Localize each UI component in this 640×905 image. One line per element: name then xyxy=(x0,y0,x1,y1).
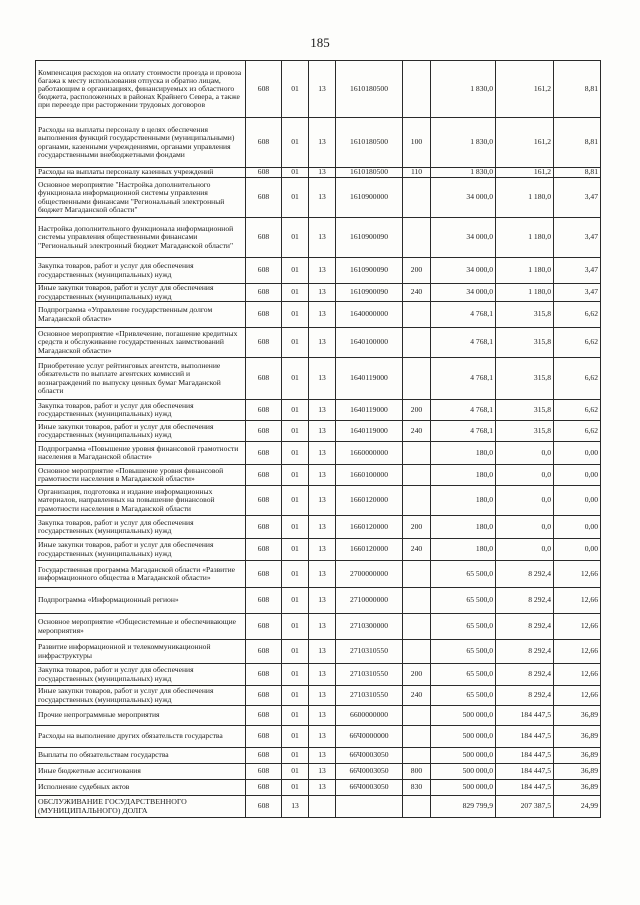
cell-pr: 13 xyxy=(309,178,336,218)
cell-name: Расходы на выполнение других обязательств государства xyxy=(36,726,246,748)
cell-csr: 66Ч0003050 xyxy=(336,764,403,780)
cell-pct: 3,47 xyxy=(554,218,601,258)
budget-table xyxy=(35,60,601,818)
cell-pct: 6,62 xyxy=(554,302,601,328)
cell-fact: 1 180,0 xyxy=(496,178,554,218)
cell-fact: 315,8 xyxy=(496,328,554,358)
cell-pr: 13 xyxy=(309,328,336,358)
cell-ved: 608 xyxy=(246,780,282,796)
cell-csr: 66Ч0003050 xyxy=(336,780,403,796)
cell-rz: 01 xyxy=(282,328,309,358)
cell-ved: 608 xyxy=(246,442,282,465)
cell-name: Подпрограмма «Управление государственным долгом Магаданской области» xyxy=(36,302,246,328)
cell-pr: 13 xyxy=(309,61,336,118)
cell-pr: 13 xyxy=(309,764,336,780)
cell-vr xyxy=(403,614,431,640)
cell-vr xyxy=(403,465,431,486)
table-row xyxy=(36,486,601,516)
cell-name: Расходы на выплаты персоналу в целях обеспечения выполнения функций государственными (муниципальными) органами, казенными учреждениями, органами управления государственными внебюджетными фондами xyxy=(36,118,246,168)
cell-pr: 13 xyxy=(309,168,336,178)
table-row xyxy=(36,706,601,726)
cell-csr: 2710310550 xyxy=(336,664,403,686)
cell-csr: 1610900090 xyxy=(336,284,403,302)
cell-pct: 8,81 xyxy=(554,118,601,168)
cell-rz: 01 xyxy=(282,780,309,796)
cell-name: Выплаты по обязательствам государства xyxy=(36,748,246,764)
cell-vr xyxy=(403,178,431,218)
cell-rz: 01 xyxy=(282,465,309,486)
cell-plan: 180,0 xyxy=(431,442,496,465)
cell-plan: 34 000,0 xyxy=(431,258,496,284)
cell-ved: 608 xyxy=(246,516,282,539)
cell-ved: 608 xyxy=(246,421,282,442)
cell-csr: 2710300000 xyxy=(336,614,403,640)
table-row xyxy=(36,465,601,486)
cell-plan: 180,0 xyxy=(431,516,496,539)
table-row xyxy=(36,561,601,588)
table-row xyxy=(36,284,601,302)
table-row xyxy=(36,796,601,818)
cell-fact: 8 292,4 xyxy=(496,614,554,640)
cell-ved: 608 xyxy=(246,796,282,818)
cell-csr: 1610900090 xyxy=(336,218,403,258)
table-row xyxy=(36,516,601,539)
table-row xyxy=(36,614,601,640)
cell-vr: 200 xyxy=(403,664,431,686)
cell-ved: 608 xyxy=(246,614,282,640)
cell-plan: 4 768,1 xyxy=(431,358,496,400)
cell-csr: 1640119000 xyxy=(336,400,403,421)
cell-ved: 608 xyxy=(246,465,282,486)
cell-pct: 3,47 xyxy=(554,258,601,284)
cell-name: Настройка дополнительного функционала информационной системы управления общественными финансами "Региональный электронный бюджет Магаданской области" xyxy=(36,218,246,258)
cell-vr xyxy=(403,796,431,818)
cell-csr: 1640100000 xyxy=(336,328,403,358)
cell-pct: 8,81 xyxy=(554,168,601,178)
cell-rz: 01 xyxy=(282,726,309,748)
cell-pct: 0,00 xyxy=(554,442,601,465)
cell-vr: 200 xyxy=(403,400,431,421)
cell-ved: 608 xyxy=(246,486,282,516)
cell-pr: 13 xyxy=(309,218,336,258)
cell-ved: 608 xyxy=(246,764,282,780)
cell-vr: 240 xyxy=(403,539,431,561)
table-row xyxy=(36,328,601,358)
cell-ved: 608 xyxy=(246,561,282,588)
cell-ved: 608 xyxy=(246,258,282,284)
cell-ved: 608 xyxy=(246,61,282,118)
table-row xyxy=(36,421,601,442)
cell-rz: 01 xyxy=(282,664,309,686)
table-body xyxy=(36,61,601,818)
cell-vr xyxy=(403,442,431,465)
cell-plan: 4 768,1 xyxy=(431,328,496,358)
cell-rz: 01 xyxy=(282,442,309,465)
table-row xyxy=(36,764,601,780)
cell-pr: 13 xyxy=(309,664,336,686)
cell-fact: 184 447,5 xyxy=(496,780,554,796)
cell-pr: 13 xyxy=(309,726,336,748)
cell-rz: 01 xyxy=(282,358,309,400)
cell-pr: 13 xyxy=(309,118,336,168)
cell-pr: 13 xyxy=(309,516,336,539)
cell-fact: 8 292,4 xyxy=(496,561,554,588)
cell-vr: 800 xyxy=(403,764,431,780)
cell-ved: 608 xyxy=(246,358,282,400)
table-row xyxy=(36,748,601,764)
cell-rz: 01 xyxy=(282,561,309,588)
cell-name: Закупка товаров, работ и услуг для обеспечения государственных (муниципальных) нужд xyxy=(36,516,246,539)
table-row xyxy=(36,61,601,118)
cell-plan: 180,0 xyxy=(431,465,496,486)
cell-pr: 13 xyxy=(309,561,336,588)
cell-name: Основное мероприятие "Настройка дополнительного функционала информационной системы управления общественными финансами "Региональный электронный бюджет Магаданской области" xyxy=(36,178,246,218)
cell-pct: 3,47 xyxy=(554,178,601,218)
cell-csr: 1610180500 xyxy=(336,61,403,118)
cell-ved: 608 xyxy=(246,328,282,358)
cell-rz: 01 xyxy=(282,284,309,302)
cell-fact: 184 447,5 xyxy=(496,764,554,780)
cell-pct: 0,00 xyxy=(554,539,601,561)
cell-plan: 65 500,0 xyxy=(431,614,496,640)
cell-fact: 184 447,5 xyxy=(496,706,554,726)
cell-plan: 4 768,1 xyxy=(431,400,496,421)
cell-vr xyxy=(403,561,431,588)
cell-name: Иные закупки товаров, работ и услуг для обеспечения государственных (муниципальных) нужд xyxy=(36,421,246,442)
cell-fact: 161,2 xyxy=(496,168,554,178)
cell-fact: 315,8 xyxy=(496,400,554,421)
cell-pr: 13 xyxy=(309,302,336,328)
cell-fact: 161,2 xyxy=(496,118,554,168)
page-number: 185 xyxy=(310,35,330,50)
cell-name: Развитие информационной и телекоммуникационной инфраструктуры xyxy=(36,640,246,664)
cell-vr xyxy=(403,358,431,400)
cell-fact: 0,0 xyxy=(496,486,554,516)
cell-ved: 608 xyxy=(246,664,282,686)
cell-pct: 12,66 xyxy=(554,561,601,588)
cell-rz: 13 xyxy=(282,796,309,818)
cell-vr: 830 xyxy=(403,780,431,796)
cell-fact: 1 180,0 xyxy=(496,218,554,258)
cell-csr: 1640119000 xyxy=(336,421,403,442)
cell-rz: 01 xyxy=(282,218,309,258)
cell-name: Иные бюджетные ассигнования xyxy=(36,764,246,780)
cell-csr xyxy=(336,796,403,818)
cell-fact: 1 180,0 xyxy=(496,258,554,284)
cell-pct: 36,89 xyxy=(554,706,601,726)
cell-pr: 13 xyxy=(309,706,336,726)
cell-rz: 01 xyxy=(282,302,309,328)
cell-fact: 0,0 xyxy=(496,442,554,465)
cell-pct: 12,66 xyxy=(554,664,601,686)
table-row xyxy=(36,686,601,706)
cell-rz: 01 xyxy=(282,539,309,561)
cell-name: Прочие непрограммные мероприятия xyxy=(36,706,246,726)
cell-vr: 110 xyxy=(403,168,431,178)
cell-fact: 0,0 xyxy=(496,465,554,486)
cell-vr xyxy=(403,328,431,358)
cell-pr: 13 xyxy=(309,442,336,465)
cell-rz: 01 xyxy=(282,686,309,706)
cell-plan: 500 000,0 xyxy=(431,748,496,764)
cell-csr: 2700000000 xyxy=(336,561,403,588)
table-row xyxy=(36,442,601,465)
cell-pct: 12,66 xyxy=(554,588,601,614)
cell-rz: 01 xyxy=(282,118,309,168)
cell-name: Государственная программа Магаданской области «Развитие информационного общества в Магаданской области» xyxy=(36,561,246,588)
cell-rz: 01 xyxy=(282,614,309,640)
cell-pct: 0,00 xyxy=(554,516,601,539)
cell-pr: 13 xyxy=(309,258,336,284)
cell-pr: 13 xyxy=(309,748,336,764)
cell-csr: 2710000000 xyxy=(336,588,403,614)
cell-vr xyxy=(403,302,431,328)
cell-ved: 608 xyxy=(246,588,282,614)
table-row xyxy=(36,664,601,686)
cell-pct: 6,62 xyxy=(554,328,601,358)
cell-plan: 65 500,0 xyxy=(431,686,496,706)
cell-plan: 1 830,0 xyxy=(431,61,496,118)
table-row xyxy=(36,539,601,561)
cell-vr xyxy=(403,218,431,258)
cell-csr: 1640000000 xyxy=(336,302,403,328)
cell-name: Исполнение судебных актов xyxy=(36,780,246,796)
cell-pr: 13 xyxy=(309,539,336,561)
table-row xyxy=(36,588,601,614)
cell-vr: 200 xyxy=(403,516,431,539)
cell-plan: 180,0 xyxy=(431,539,496,561)
cell-plan: 65 500,0 xyxy=(431,561,496,588)
cell-name: Иные закупки товаров, работ и услуг для обеспечения государственных (муниципальных) нужд xyxy=(36,686,246,706)
cell-pr: 13 xyxy=(309,358,336,400)
cell-name: Основное мероприятие «Повышение уровня финансовой грамотности населения в Магаданской области» xyxy=(36,465,246,486)
cell-name: Основное мероприятие «Привлечение, погашение кредитных средств и обслуживание государственных заимствований Магаданской области» xyxy=(36,328,246,358)
cell-csr: 1610900090 xyxy=(336,258,403,284)
table-row xyxy=(36,118,601,168)
cell-csr: 1660100000 xyxy=(336,465,403,486)
cell-pct: 36,89 xyxy=(554,780,601,796)
cell-plan: 1 830,0 xyxy=(431,118,496,168)
cell-csr: 1640119000 xyxy=(336,358,403,400)
cell-rz: 01 xyxy=(282,764,309,780)
table-row xyxy=(36,258,601,284)
cell-pr: 13 xyxy=(309,686,336,706)
cell-pct: 12,66 xyxy=(554,640,601,664)
cell-pr: 13 xyxy=(309,400,336,421)
table-row xyxy=(36,780,601,796)
cell-ved: 608 xyxy=(246,400,282,421)
cell-plan: 500 000,0 xyxy=(431,726,496,748)
cell-pct: 0,00 xyxy=(554,486,601,516)
cell-plan: 1 830,0 xyxy=(431,168,496,178)
cell-csr: 66Ч0003050 xyxy=(336,748,403,764)
cell-ved: 608 xyxy=(246,284,282,302)
cell-csr: 1660120000 xyxy=(336,539,403,561)
cell-fact: 8 292,4 xyxy=(496,686,554,706)
cell-fact: 161,2 xyxy=(496,61,554,118)
cell-pct: 6,62 xyxy=(554,421,601,442)
cell-pct: 36,89 xyxy=(554,726,601,748)
cell-vr xyxy=(403,748,431,764)
cell-rz: 01 xyxy=(282,640,309,664)
table-row xyxy=(36,168,601,178)
cell-fact: 184 447,5 xyxy=(496,748,554,764)
cell-ved: 608 xyxy=(246,302,282,328)
cell-plan: 829 799,9 xyxy=(431,796,496,818)
cell-pct: 12,66 xyxy=(554,614,601,640)
table-row xyxy=(36,400,601,421)
cell-vr xyxy=(403,486,431,516)
table-row xyxy=(36,218,601,258)
cell-name: Иные закупки товаров, работ и услуг для обеспечения государственных (муниципальных) нужд xyxy=(36,539,246,561)
cell-vr: 240 xyxy=(403,421,431,442)
cell-pr: 13 xyxy=(309,588,336,614)
cell-plan: 65 500,0 xyxy=(431,588,496,614)
cell-fact: 0,0 xyxy=(496,516,554,539)
table-row xyxy=(36,640,601,664)
cell-vr xyxy=(403,706,431,726)
cell-fact: 8 292,4 xyxy=(496,588,554,614)
cell-plan: 65 500,0 xyxy=(431,640,496,664)
cell-fact: 0,0 xyxy=(496,539,554,561)
cell-pct: 6,62 xyxy=(554,400,601,421)
cell-vr xyxy=(403,588,431,614)
cell-pct: 12,66 xyxy=(554,686,601,706)
cell-pct: 36,89 xyxy=(554,748,601,764)
cell-name: Закупка товаров, работ и услуг для обеспечения государственных (муниципальных) нужд xyxy=(36,664,246,686)
cell-ved: 608 xyxy=(246,706,282,726)
cell-ved: 608 xyxy=(246,178,282,218)
cell-pct: 24,99 xyxy=(554,796,601,818)
cell-csr: 1610900000 xyxy=(336,178,403,218)
cell-plan: 500 000,0 xyxy=(431,764,496,780)
cell-name: ОБСЛУЖИВАНИЕ ГОСУДАРСТВЕННОГО (МУНИЦИПАЛЬНОГО) ДОЛГА xyxy=(36,796,246,818)
table-row xyxy=(36,358,601,400)
cell-ved: 608 xyxy=(246,539,282,561)
cell-rz: 01 xyxy=(282,706,309,726)
cell-rz: 01 xyxy=(282,588,309,614)
cell-ved: 608 xyxy=(246,218,282,258)
cell-vr xyxy=(403,726,431,748)
cell-rz: 01 xyxy=(282,61,309,118)
cell-rz: 01 xyxy=(282,516,309,539)
cell-ved: 608 xyxy=(246,118,282,168)
cell-ved: 608 xyxy=(246,748,282,764)
cell-rz: 01 xyxy=(282,178,309,218)
cell-name: Подпрограмма «Повышение уровня финансовой грамотности населения в Магаданской области» xyxy=(36,442,246,465)
cell-plan: 180,0 xyxy=(431,486,496,516)
cell-pr: 13 xyxy=(309,614,336,640)
cell-fact: 184 447,5 xyxy=(496,726,554,748)
cell-name: Иные закупки товаров, работ и услуг для обеспечения государственных (муниципальных) нужд xyxy=(36,284,246,302)
cell-csr: 1660120000 xyxy=(336,486,403,516)
cell-plan: 34 000,0 xyxy=(431,218,496,258)
cell-name: Закупка товаров, работ и услуг для обеспечения государственных (муниципальных) нужд xyxy=(36,258,246,284)
cell-rz: 01 xyxy=(282,168,309,178)
cell-pr: 13 xyxy=(309,421,336,442)
cell-name: Приобретение услуг рейтинговых агентств, выполнение обязательств по выплате агентских комиссий и вознаграждений по выпуску ценных бумаг Магаданской области xyxy=(36,358,246,400)
cell-name: Компенсация расходов на оплату стоимости проезда и провоза багажа к месту использования отпуска и обратно лицам, работающим в организациях, финансируемых из областного бюджета, расположенных в районах Крайнего Севера, а также при переезде при расторжении трудовых договоров xyxy=(36,61,246,118)
cell-pct: 8,81 xyxy=(554,61,601,118)
cell-vr: 240 xyxy=(403,284,431,302)
cell-rz: 01 xyxy=(282,421,309,442)
cell-ved: 608 xyxy=(246,686,282,706)
cell-name: Основное мероприятие «Общесистемные и обеспечивающие мероприятия» xyxy=(36,614,246,640)
cell-plan: 34 000,0 xyxy=(431,284,496,302)
cell-csr: 66Ч0000000 xyxy=(336,726,403,748)
cell-fact: 315,8 xyxy=(496,302,554,328)
cell-pr xyxy=(309,796,336,818)
cell-ved: 608 xyxy=(246,640,282,664)
cell-ved: 608 xyxy=(246,168,282,178)
cell-vr: 100 xyxy=(403,118,431,168)
cell-pct: 6,62 xyxy=(554,358,601,400)
cell-vr xyxy=(403,61,431,118)
cell-pct: 3,47 xyxy=(554,284,601,302)
cell-rz: 01 xyxy=(282,400,309,421)
cell-fact: 8 292,4 xyxy=(496,664,554,686)
cell-plan: 500 000,0 xyxy=(431,780,496,796)
cell-name: Закупка товаров, работ и услуг для обеспечения государственных (муниципальных) нужд xyxy=(36,400,246,421)
cell-name: Подпрограмма «Информационный регион» xyxy=(36,588,246,614)
cell-pr: 13 xyxy=(309,780,336,796)
cell-csr: 1660000000 xyxy=(336,442,403,465)
cell-csr: 2710310550 xyxy=(336,640,403,664)
cell-plan: 500 000,0 xyxy=(431,706,496,726)
cell-fact: 315,8 xyxy=(496,358,554,400)
cell-vr xyxy=(403,640,431,664)
cell-csr: 1610180500 xyxy=(336,118,403,168)
cell-csr: 1610180500 xyxy=(336,168,403,178)
cell-plan: 4 768,1 xyxy=(431,302,496,328)
cell-vr: 240 xyxy=(403,686,431,706)
cell-name: Расходы на выплаты персоналу казенных учреждений xyxy=(36,168,246,178)
cell-csr: 2710310550 xyxy=(336,686,403,706)
cell-rz: 01 xyxy=(282,486,309,516)
cell-fact: 207 387,5 xyxy=(496,796,554,818)
cell-fact: 8 292,4 xyxy=(496,640,554,664)
cell-plan: 65 500,0 xyxy=(431,664,496,686)
cell-pr: 13 xyxy=(309,486,336,516)
cell-pct: 36,89 xyxy=(554,764,601,780)
cell-pr: 13 xyxy=(309,284,336,302)
table-row xyxy=(36,726,601,748)
cell-fact: 1 180,0 xyxy=(496,284,554,302)
table-row xyxy=(36,178,601,218)
cell-csr: 6600000000 xyxy=(336,706,403,726)
cell-pct: 0,00 xyxy=(554,465,601,486)
cell-name: Организация, подготовка и издание информационных материалов, направленных на повышение финансовой грамотности населения в Магаданской области xyxy=(36,486,246,516)
cell-fact: 315,8 xyxy=(496,421,554,442)
cell-rz: 01 xyxy=(282,258,309,284)
cell-plan: 34 000,0 xyxy=(431,178,496,218)
cell-rz: 01 xyxy=(282,748,309,764)
cell-plan: 4 768,1 xyxy=(431,421,496,442)
cell-vr: 200 xyxy=(403,258,431,284)
cell-pr: 13 xyxy=(309,640,336,664)
table-row xyxy=(36,302,601,328)
cell-pr: 13 xyxy=(309,465,336,486)
cell-ved: 608 xyxy=(246,726,282,748)
cell-csr: 1660120000 xyxy=(336,516,403,539)
